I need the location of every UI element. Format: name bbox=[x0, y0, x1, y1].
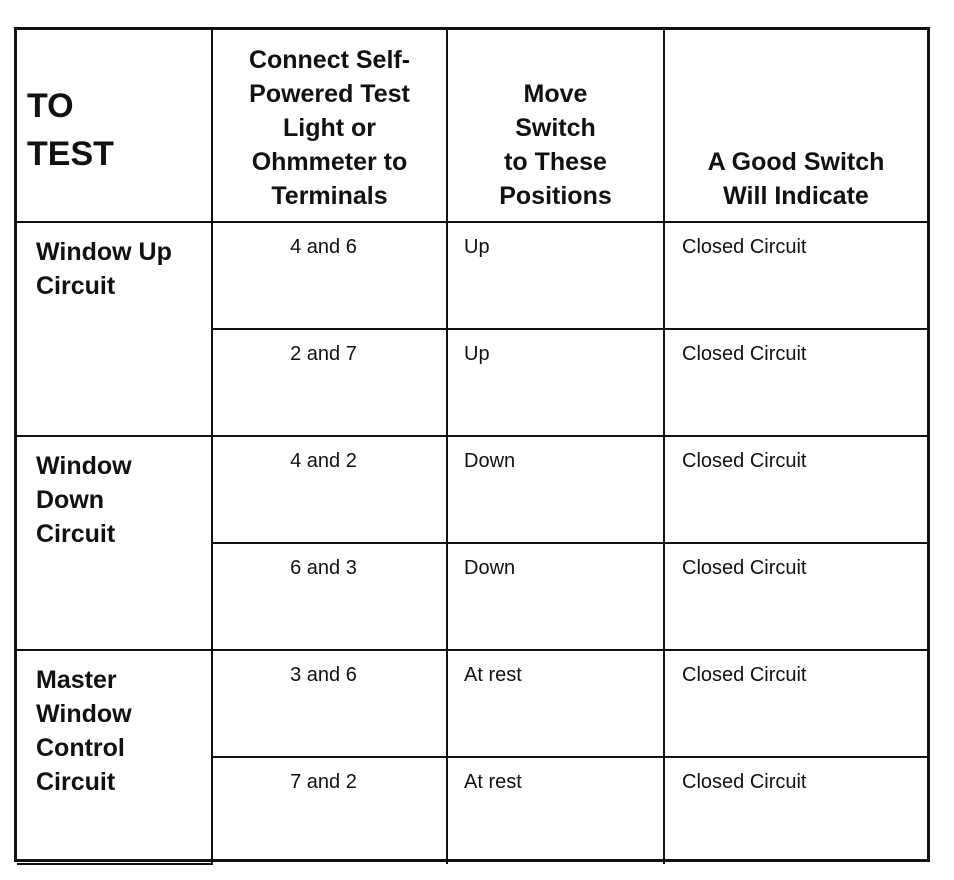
header-to-test-line: TO bbox=[27, 87, 74, 125]
header-move-line: Positions bbox=[499, 182, 612, 210]
table-row bbox=[17, 436, 927, 543]
result-cell: Closed Circuit bbox=[664, 222, 927, 329]
result-cell: Closed Circuit bbox=[664, 650, 927, 757]
header-connect-line: Ohmmeter to bbox=[251, 148, 408, 176]
result-cell: Closed Circuit bbox=[664, 329, 927, 436]
header-to-test bbox=[17, 30, 212, 222]
header-connect-line: Terminals bbox=[271, 182, 388, 210]
header-connect-line: Light or bbox=[282, 114, 377, 142]
group-label-line: Circuit bbox=[36, 768, 116, 796]
group-label-master-window-control bbox=[17, 650, 212, 864]
group-label-line: Circuit bbox=[36, 272, 116, 300]
terminals-cell: 4 and 6 bbox=[212, 222, 447, 329]
group-label-line: Down bbox=[36, 486, 105, 514]
group-label-line: Window Up bbox=[36, 238, 172, 266]
header-move-line: Move bbox=[523, 80, 588, 108]
position-cell: Down bbox=[447, 543, 664, 650]
position-cell: Up bbox=[447, 329, 664, 436]
switch-test-table bbox=[17, 30, 927, 865]
header-good-switch bbox=[664, 30, 927, 222]
header-indicate-line: A Good Switch bbox=[707, 148, 885, 176]
group-label-line: Control bbox=[36, 734, 125, 762]
terminals-cell: 2 and 7 bbox=[212, 329, 447, 436]
terminals-cell: 3 and 6 bbox=[212, 650, 447, 757]
position-cell: At rest bbox=[447, 757, 664, 864]
position-cell: Down bbox=[447, 436, 664, 543]
position-cell: At rest bbox=[447, 650, 664, 757]
switch-test-table-frame bbox=[14, 27, 930, 862]
header-connect-line: Connect Self- bbox=[248, 46, 411, 74]
table-row bbox=[17, 650, 927, 757]
header-move-switch bbox=[447, 30, 664, 222]
group-label-line: Circuit bbox=[36, 520, 116, 548]
header-row bbox=[17, 30, 927, 222]
result-cell: Closed Circuit bbox=[664, 757, 927, 864]
result-cell: Closed Circuit bbox=[664, 436, 927, 543]
position-cell: Up bbox=[447, 222, 664, 329]
header-connect-terminals bbox=[212, 30, 447, 222]
terminals-cell: 4 and 2 bbox=[212, 436, 447, 543]
terminals-cell: 7 and 2 bbox=[212, 757, 447, 864]
table-row bbox=[17, 222, 927, 329]
header-to-test-line: TEST bbox=[27, 135, 114, 173]
result-cell: Closed Circuit bbox=[664, 543, 927, 650]
group-label-window-down bbox=[17, 436, 212, 650]
group-label-line: Window bbox=[36, 452, 132, 480]
header-indicate-line: Will Indicate bbox=[723, 182, 869, 210]
terminals-cell: 6 and 3 bbox=[212, 543, 447, 650]
group-label-line: Window bbox=[36, 700, 132, 728]
header-move-line: Switch bbox=[515, 114, 596, 142]
header-move-line: to These bbox=[504, 148, 607, 176]
group-label-line: Master bbox=[36, 666, 117, 694]
group-label-window-up bbox=[17, 222, 212, 436]
header-connect-line: Powered Test bbox=[249, 80, 410, 108]
